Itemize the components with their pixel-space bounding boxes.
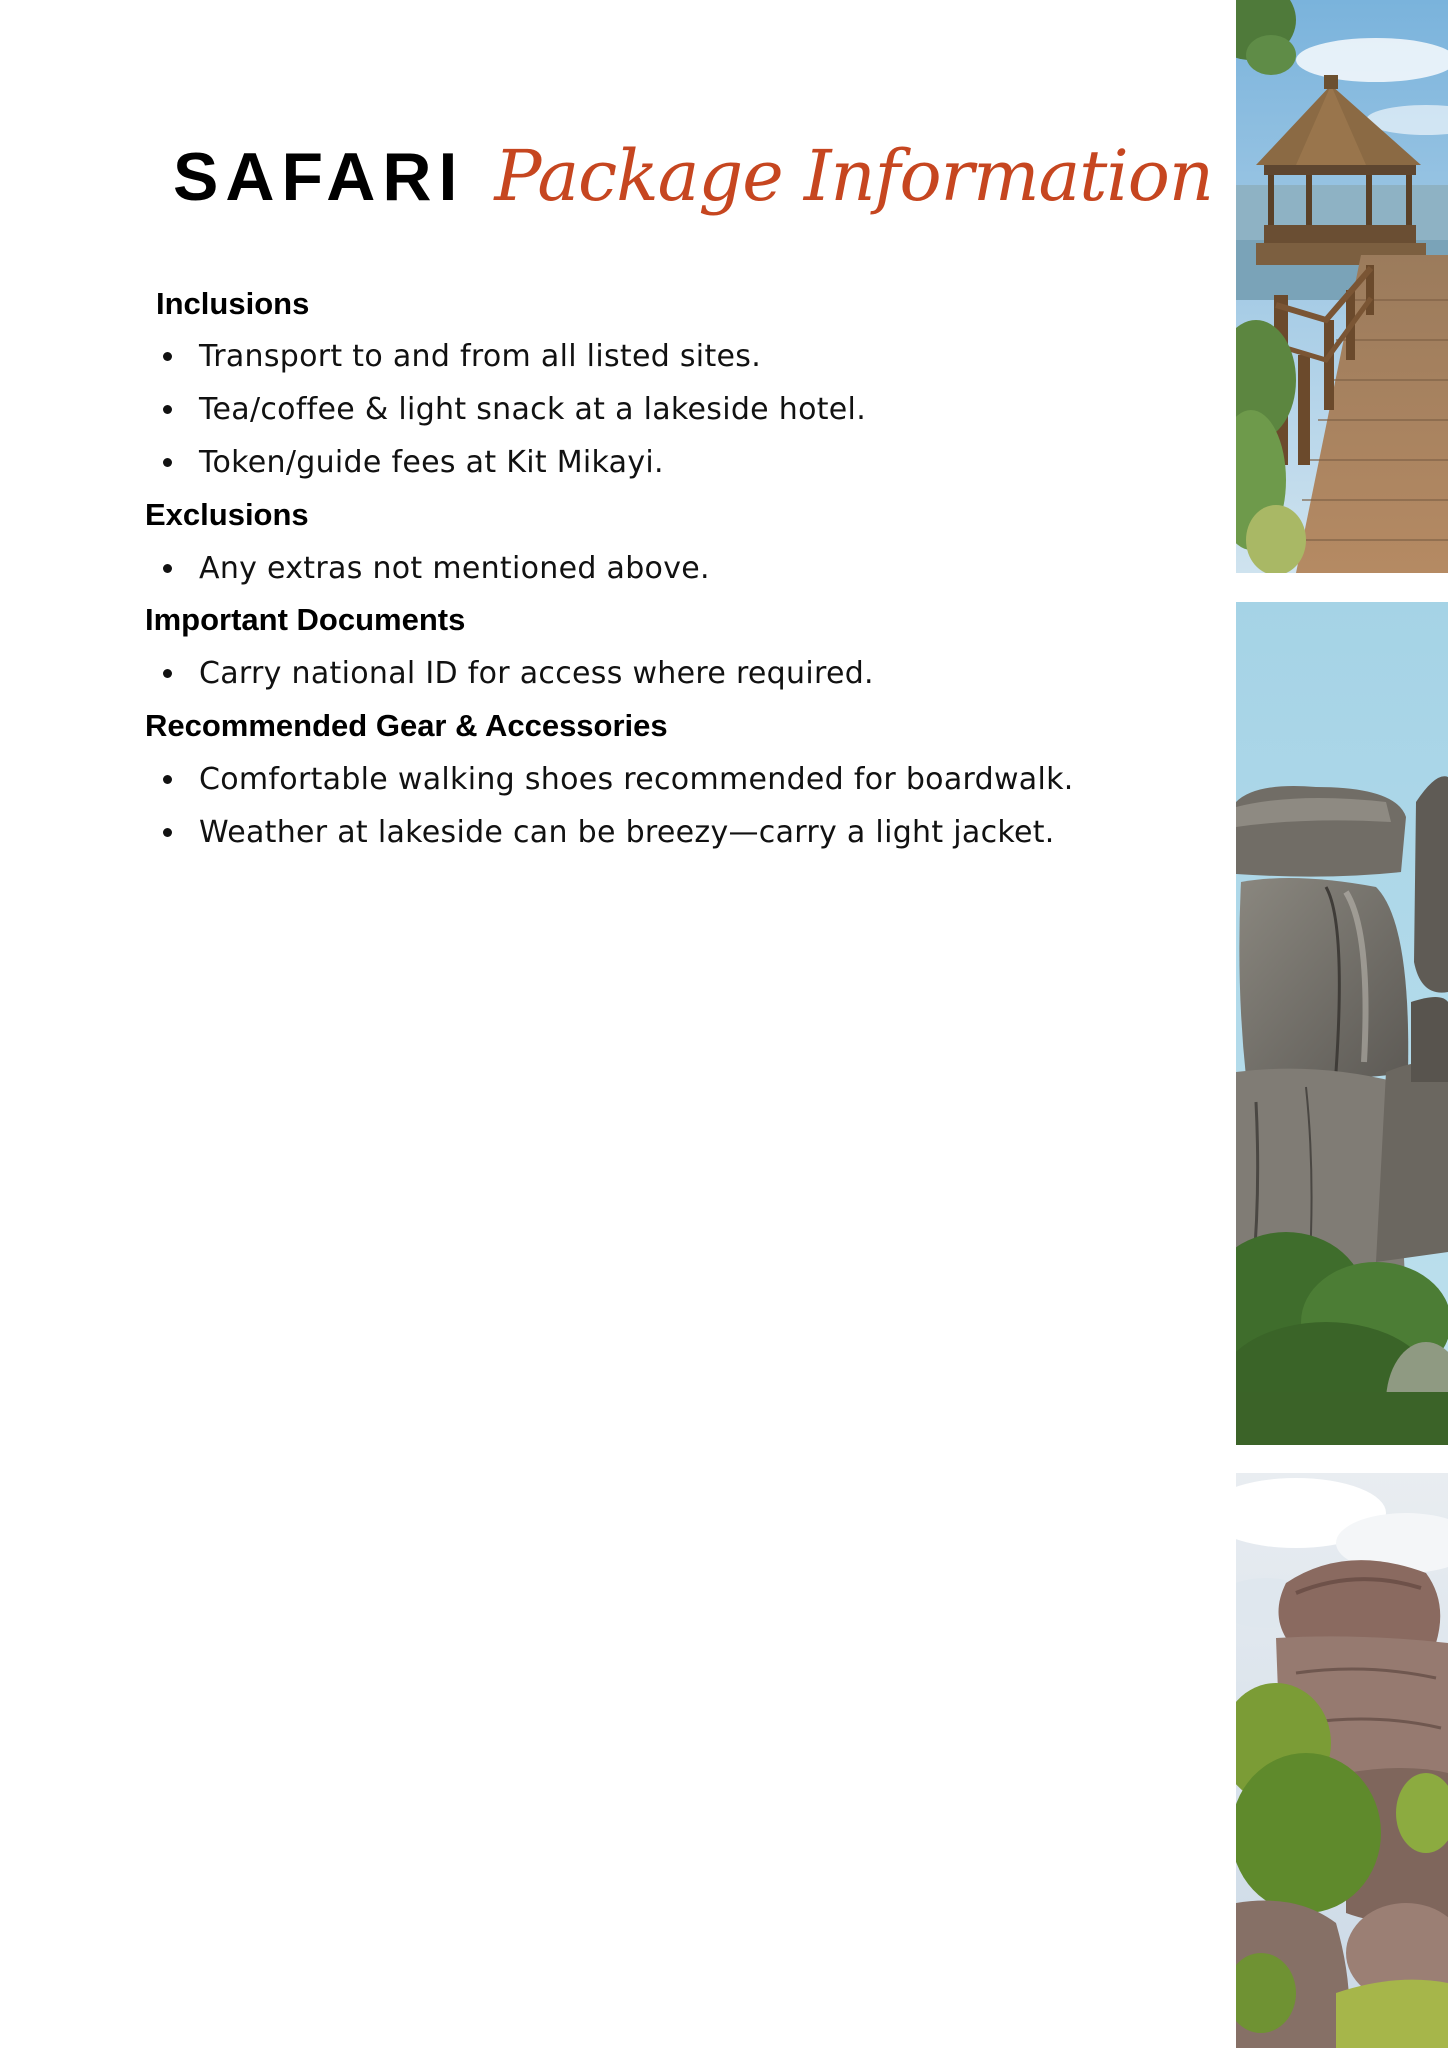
bullet-dot: [163, 405, 172, 414]
gear-heading: Recommended Gear & Accessories: [145, 708, 668, 743]
inclusions-list: [155, 330, 866, 489]
exclusions-list: [155, 542, 710, 595]
gear-list: [155, 753, 1074, 859]
title-package-information: Package Information: [494, 135, 1213, 217]
bullet-dot: [163, 828, 172, 837]
documents-heading: Important Documents: [145, 602, 466, 637]
list-item: Weather at lakeside can be breezy—carry a light jacket.: [155, 806, 1074, 859]
balancing-rocks-hill-photo: [1236, 1473, 1448, 2048]
documents-list: [155, 647, 874, 700]
lakeside-gazebo-boardwalk-photo: [1236, 0, 1448, 573]
list-item: Carry national ID for access where required.: [155, 647, 874, 700]
list-item: Token/guide fees at Kit Mikayi.: [155, 436, 866, 489]
list-item: Tea/coffee & light snack at a lakeside hotel.: [155, 383, 866, 436]
bullet-dot: [163, 352, 172, 361]
title-safari: SAFARI: [173, 139, 465, 215]
bullet-dot: [163, 669, 172, 678]
kit-mikayi-rock-formation-photo: [1236, 602, 1448, 1445]
list-item: Any extras not mentioned above.: [155, 542, 710, 595]
list-item: Transport to and from all listed sites.: [155, 330, 866, 383]
inclusions-heading: Inclusions: [156, 286, 310, 321]
exclusions-heading: Exclusions: [145, 497, 309, 532]
bullet-dot: [163, 458, 172, 467]
page-title: [173, 135, 1213, 217]
bullet-dot: [163, 564, 172, 573]
list-item: Comfortable walking shoes recommended for boardwalk.: [155, 753, 1074, 806]
bullet-dot: [163, 775, 172, 784]
